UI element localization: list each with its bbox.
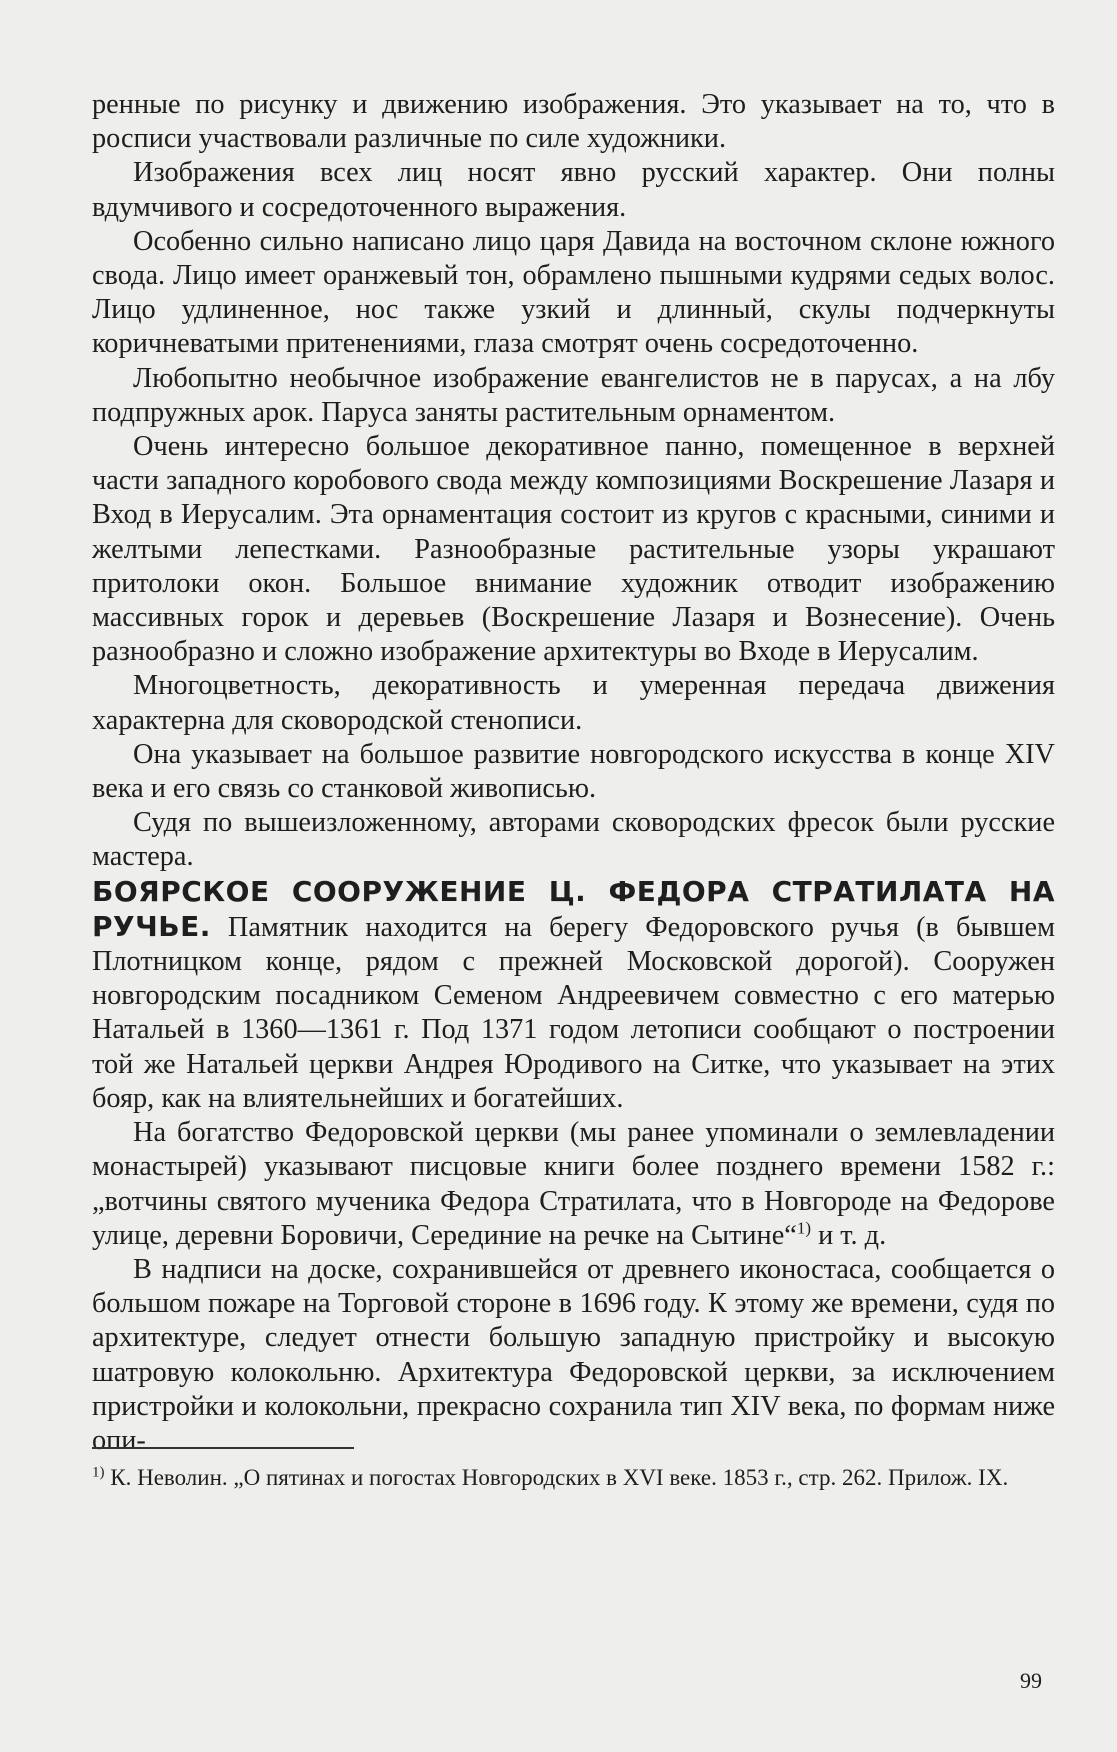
section-paragraph: [92, 875, 1055, 1116]
paragraph-wealth-text: На богатство Федоровской церкви (мы ранее упоминали о землевладении монастырей) указывают писцовые книги более позднего времени 1582 г.: „вотчины святого мученика Федора Стратилата, что в Новгороде на Федорове улице, деревни Боровичи, Серединие на речке на Сытине“: [92, 1117, 1055, 1251]
paragraph-last: В надписи на доске, сохранившейся от древнего иконостаса, сообщается о большом пожаре на Торговой стороне в 1696 году. К этому же времени, судя по архитектуре, следует отнести большую западную пристройку и высокую шатровую колокольню. Архитектура Федоровской церкви, за исключением пристройки и колокольни, прекрасно сохранила тип XIV века, по формам ниже опи-: [92, 1253, 1055, 1456]
footnote-marker: 1): [92, 1464, 105, 1481]
paragraph-1: ренные по рисунку и движению изображения. Это указывает на то, что в росписи участвовали различные по силе художники.: [92, 89, 1055, 155]
paragraph-3: Особенно сильно написано лицо царя Давида на восточном склоне южного свода. Лицо имеет оранжевый тон, обрамлено пышными кудрями седых волос. Лицо удлиненное, нос также узкий и длинный, скулы подчеркнуты коричневатыми притенениями, глаза смотрят очень сосредоточенно.: [92, 225, 1055, 360]
footnote-text: К. Неволин. „О пятинах и погостах Новгородских в XVI веке. 1853 г., стр. 262. Прилож. IX.: [104, 1465, 1009, 1490]
main-text: [92, 88, 1055, 1458]
footnote-divider: [92, 1447, 354, 1449]
page-number: 99: [1020, 1668, 1042, 1693]
paragraph-7: Она указывает на большое развитие новгородского искусства в конце XIV века и его связь со станковой живописью.: [92, 738, 1055, 805]
paragraph-wealth-tail: и т. д.: [811, 1219, 887, 1251]
footnote-reference: 1): [796, 1218, 811, 1238]
footnote: [92, 1463, 1055, 1493]
section-text: Памятник находится на берегу Федоровского ручья (в бывшем Плотницком конце, рядом с прежней Московской дорогой). Сооружен новгородским посадником Семеном Андреевичем совместно с его матерью Натальей в 1360—1361 г. Под 1371 годом летописи сообщают о построении той же Натальей церкви Андрея Юродивого на Ситке, что указывает на этих бояр, как на влиятельнейших и богатейших.: [92, 911, 1055, 1114]
paragraph-2: Изображения всех лиц носят явно русский характер. Они полны вдумчивого и сосредоточенного выражения.: [92, 157, 1055, 223]
paragraph-4: Любопытно необычное изображение евангелистов не в парусах, а на лбу подпружных арок. Паруса заняты растительным орнаментом.: [92, 362, 1055, 428]
section-heading: БОЯРСКОЕ СООРУЖЕНИЕ Ц. ФЕДОРА СТРАТИЛАТА НА РУЧЬЕ.: [92, 874, 1055, 943]
paragraph-wealth: [92, 1116, 1055, 1253]
paragraph-5: Очень интересно большое декоративное панно, помещенное в верхней части западного коробового свода между композициями Воскрешение Лазаря и Вход в Иерусалим. Эта орнаментация состоит из кругов с красными, синими и желтыми лепестками. Разнообразные растительные узоры украшают притолоки окон. Большое внимание художник отводит изображению массивных горок и деревьев (Воскрешение Лазаря и Вознесение). Очень разнообразно и сложно изображение архитектуры во Входе в Иерусалим.: [92, 431, 1055, 668]
paragraph-8: Судя по вышеизложенному, авторами сковородских фресок были русские мастера.: [92, 807, 1055, 873]
paragraph-6: Многоцветность, декоративность и умеренная передача движения характерна для сковородской стенописи.: [92, 670, 1055, 736]
